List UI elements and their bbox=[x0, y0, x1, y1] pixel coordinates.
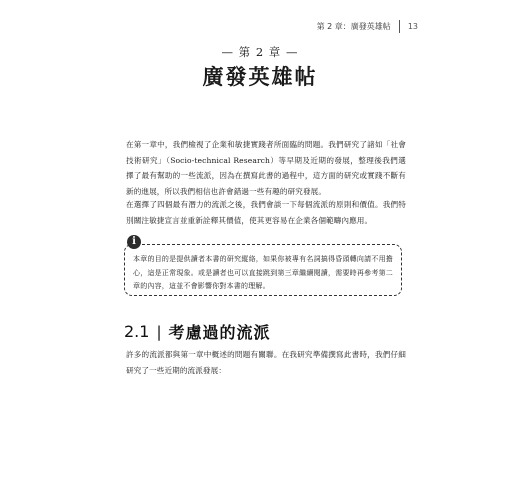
paragraph-text: 在第一章中，我們檢視了企業和敏捷實踐者所面臨的問題。我們研究了諸如「社會技術研究」（Socio-technical Research）等早期及近期的發展，整理後我們選擇了最有幫助的一些流派，因為在撰寫此書的過程中，這方面的研究或實踐不斷有新的進展，所以我們相信也許會錯過一些有趣的研究發展。 bbox=[126, 140, 406, 196]
section-separator: | bbox=[156, 322, 162, 341]
running-title: 第 2 章：廣發英雄帖 bbox=[316, 22, 391, 31]
paragraph-text: 在選擇了四個最有潛力的流派之後，我們會談一下每個流派的原則和價值。我們特別關注敏捷宣言並重新詮釋其價值，使其更容易在企業各個範疇內應用。 bbox=[126, 200, 406, 225]
chapter-label: — 第 2 章 — bbox=[221, 45, 299, 59]
header-divider bbox=[399, 20, 400, 33]
body-paragraph-2 bbox=[126, 197, 406, 228]
note-callout bbox=[124, 244, 402, 296]
section-heading bbox=[124, 320, 271, 343]
section-title: 考慮過的流派 bbox=[168, 323, 271, 342]
section-paragraph bbox=[126, 347, 406, 378]
running-header bbox=[317, 20, 418, 33]
body-paragraph-1 bbox=[126, 137, 406, 199]
chapter-title: 廣發英雄帖 bbox=[202, 64, 318, 89]
page-number: 13 bbox=[407, 22, 418, 31]
paragraph-text: 許多的流派都與第一章中概述的問題有關聯。在我研究準備撰寫此書時，我們仔細研究了一些近期的流派發展： bbox=[126, 350, 406, 375]
note-text: 本章的目的是提供讀者本書的研究縱絡，如果你被專有名詞搞得昏頭轉向請不用擔心，這是正常現象。或是讀者也可以直接跳到第三章繼續閱讀，需要時再參考第二章的內容，這並不會影響你對本書的理解。 bbox=[133, 255, 393, 290]
section-number: 2.1 bbox=[124, 322, 150, 341]
info-icon: i bbox=[127, 235, 141, 249]
